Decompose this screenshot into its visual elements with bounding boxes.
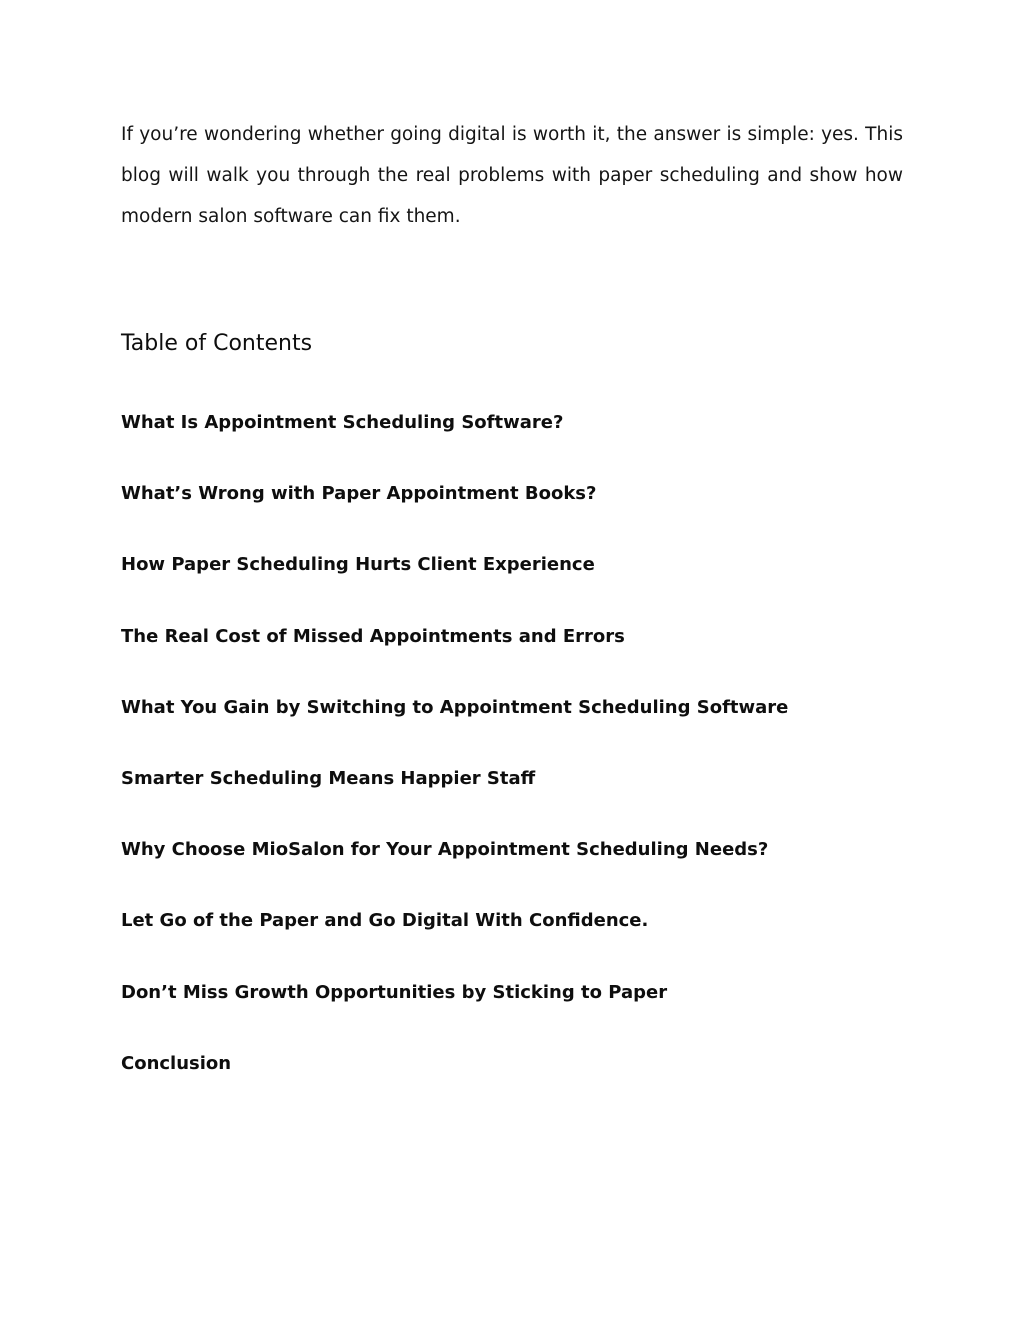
toc-item[interactable]: What You Gain by Switching to Appointment Scheduling Software — [121, 696, 789, 718]
intro-paragraph: If you’re wondering whether going digital is worth it, the answer is simple: yes. This blog will walk you through the real problems with paper scheduling and show how modern salon software can fix them. — [121, 124, 903, 227]
toc-item[interactable]: The Real Cost of Missed Appointments and Errors — [121, 625, 625, 647]
toc-list — [121, 410, 921, 1122]
toc-item[interactable]: Why Choose MioSalon for Your Appointment Scheduling Needs? — [121, 839, 769, 861]
toc-item[interactable]: Don’t Miss Growth Opportunities by Sticking to Paper — [121, 981, 668, 1003]
toc-heading: Table of Contents — [121, 331, 313, 356]
toc-item[interactable]: What Is Appointment Scheduling Software? — [121, 412, 564, 433]
toc-item[interactable]: Conclusion — [121, 1052, 232, 1074]
toc-item[interactable]: What’s Wrong with Paper Appointment Books? — [121, 483, 597, 505]
toc-item[interactable]: Smarter Scheduling Means Happier Staff — [121, 767, 536, 789]
toc-item[interactable]: Let Go of the Paper and Go Digital With Confidence. — [121, 910, 649, 932]
toc-item[interactable]: How Paper Scheduling Hurts Client Experience — [121, 554, 595, 576]
